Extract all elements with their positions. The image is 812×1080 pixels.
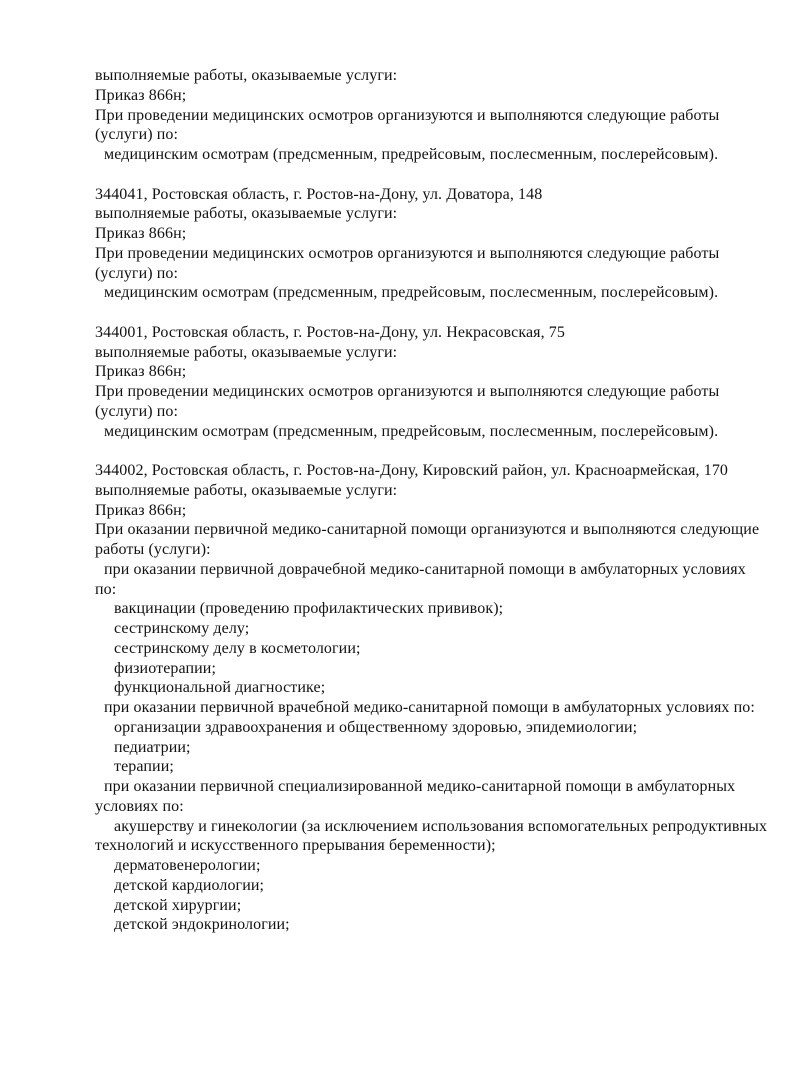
text-line: выполняемые работы, оказываемые услуги: xyxy=(95,343,398,361)
text-line: Приказ 866н; xyxy=(95,86,187,104)
address-line: 344002, Ростовская область, г. Ростов-на-Дону, Кировский район, ул. Красноармейская, 170 xyxy=(95,462,729,479)
text-line: (услуги) по: xyxy=(95,126,179,144)
text-line: Приказ 866н; xyxy=(95,501,187,519)
text-line: организации здравоохранения и общественному здоровью, эпидемиологии; xyxy=(114,718,638,736)
text-line: При оказании первичной медико-санитарной помощи организуются и выполняются следующие xyxy=(95,521,760,539)
text-line: детской хирургии; xyxy=(114,896,242,914)
text-line: работы (услуги): xyxy=(95,541,211,558)
text-line: медицинским осмотрам (предсменным, предрейсовым, послесменным, послерейсовым). xyxy=(104,146,719,163)
text-line: Приказ 866н; xyxy=(95,363,187,381)
text-line: терапии; xyxy=(114,758,174,776)
text-line: технологий и искусственного прерывания беременности); xyxy=(95,837,496,855)
text-line: выполняемые работы, оказываемые услуги: xyxy=(95,67,398,84)
text-line: при оказании первичной врачебной медико-санитарной помощи в амбулаторных условиях по: xyxy=(104,699,755,716)
text-line: акушерству и гинекологии (за исключением использования вспомогательных репродуктивных xyxy=(114,817,768,835)
text-line: При проведении медицинских осмотров организуются и выполняются следующие работы xyxy=(95,106,720,124)
address-block-344001 xyxy=(95,323,775,442)
text-line: выполняемые работы, оказываемые услуги: xyxy=(95,481,398,499)
text-line: детской кардиологии; xyxy=(114,876,265,894)
address-block-344002 xyxy=(95,461,775,935)
text-line: дерматовенерологии; xyxy=(114,857,261,874)
text-line: по: xyxy=(95,580,117,598)
text-line: сестринскому делу в косметологии; xyxy=(114,639,361,657)
text-line: сестринскому делу; xyxy=(114,620,250,637)
text-line: При проведении медицинских осмотров организуются и выполняются следующие работы xyxy=(95,244,720,262)
text-line: при оказании первичной специализированной медико-санитарной помощи в амбулаторных xyxy=(104,778,736,795)
text-line: (услуги) по: xyxy=(95,264,179,282)
text-line: (услуги) по: xyxy=(95,402,179,420)
text-line: медицинским осмотрам (предсменным, предрейсовым, послесменным, послерейсовым). xyxy=(104,422,719,440)
address-line: 344041, Ростовская область, г. Ростов-на-Дону, ул. Доватора, 148 xyxy=(95,185,543,203)
text-line: медицинским осмотрам (предсменным, предрейсовым, послесменным, послерейсовым). xyxy=(104,284,719,302)
text-line: детской эндокринологии; xyxy=(114,916,290,934)
text-line: выполняемые работы, оказываемые услуги: xyxy=(95,205,398,223)
text-line: при оказании первичной доврачебной медико-санитарной помощи в амбулаторных условиях xyxy=(104,560,746,578)
text-line: При проведении медицинских осмотров организуются и выполняются следующие работы xyxy=(95,383,720,400)
text-line: вакцинации (проведению профилактических прививок); xyxy=(114,600,504,618)
text-line: условиях по: xyxy=(95,797,184,815)
text-line: функциональной диагностике; xyxy=(114,679,326,697)
text-line: педиатрии; xyxy=(114,738,191,756)
address-line: 344001, Ростовская область, г. Ростов-на-Дону, ул. Некрасовская, 75 xyxy=(95,323,566,341)
document-content xyxy=(95,66,775,935)
address-block-344041 xyxy=(95,185,775,304)
services-continuation-block xyxy=(95,66,775,165)
text-line: физиотерапии; xyxy=(114,659,217,677)
text-line: Приказ 866н; xyxy=(95,225,187,242)
